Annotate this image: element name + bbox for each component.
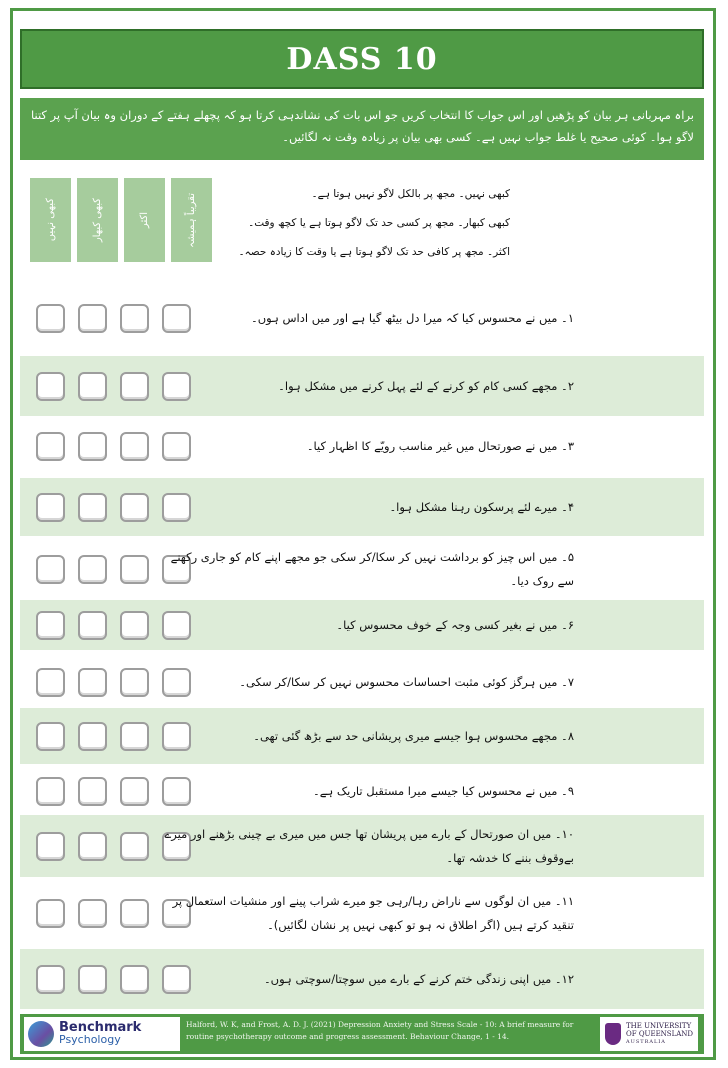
answer-checkbox-often[interactable] (120, 555, 149, 584)
answer-checkbox-almost-always[interactable] (162, 493, 191, 522)
answer-checkbox-often[interactable] (120, 372, 149, 401)
scale-header-often: اکثر (124, 178, 165, 262)
answer-checkbox-sometimes[interactable] (78, 611, 107, 640)
answer-checkbox-often[interactable] (120, 965, 149, 994)
answer-checkbox-sometimes[interactable] (78, 777, 107, 806)
answer-checkbox-sometimes[interactable] (78, 832, 107, 861)
answer-checkbox-never[interactable] (36, 493, 65, 522)
legend-line: اکثر۔ مجھ پر کافی حد تک لاگو ہوتا ہے یا وقت کا زیادہ حصہ۔ (238, 246, 510, 258)
scale-header-never: کبھی نہیں (30, 178, 71, 262)
uq-crest-icon (605, 1023, 621, 1045)
answer-checkbox-almost-always[interactable] (162, 432, 191, 461)
answer-checkbox-almost-always[interactable] (162, 611, 191, 640)
answer-options (36, 611, 191, 640)
answer-checkbox-almost-always[interactable] (162, 722, 191, 751)
question-text: ۱۱۔ میں ان لوگوں سے ناراض رہا/رہی جو میرے شراب پینے اور منشیات استعمال پر تنقید کرتے ہیں (اگر اطلاق نہ ہو تو کبھی نہیں پر نشان لگائیں)۔ (172, 894, 574, 932)
scale-header-almost-always: تقریباً ہمیشہ (171, 178, 212, 262)
answer-checkbox-never[interactable] (36, 899, 65, 928)
question-text: ۱۲۔ میں اپنی زندگی ختم کرنے کے بارے میں سوچتا/سوچتی ہوں۔ (263, 972, 574, 986)
benchmark-psychology-logo: Benchmark Psychology (24, 1017, 180, 1051)
answer-checkbox-almost-always[interactable] (162, 965, 191, 994)
question-text: ۲۔ مجھے کسی کام کو کرنے کے لئے پہل کرنے میں مشکل ہوا۔ (278, 379, 574, 393)
question-row (20, 657, 704, 707)
answer-checkbox-sometimes[interactable] (78, 899, 107, 928)
answer-checkbox-almost-always[interactable] (162, 372, 191, 401)
answer-options (36, 432, 191, 461)
question-text: ۹۔ میں نے محسوس کیا جیسے میرا مستقبل تاریک ہے۔ (312, 784, 574, 798)
question-row (20, 949, 704, 1009)
answer-checkbox-often[interactable] (120, 304, 149, 333)
benchmark-logo-icon (28, 1021, 54, 1047)
answer-checkbox-never[interactable] (36, 611, 65, 640)
citation-text: Halford, W. K, and Frost, A. D. J. (2021) Depression Anxiety and Stress Scale - 10: A brief measure for routine psychotherapy outcome and progress assessment. Behaviour Change, 1 - 14. (186, 1020, 574, 1041)
answer-checkbox-almost-always[interactable] (162, 777, 191, 806)
answer-checkbox-sometimes[interactable] (78, 668, 107, 697)
question-text: ۱۔ میں نے محسوس کیا کہ میرا دل بیٹھ گیا ہے اور میں اداس ہوں۔ (251, 311, 574, 325)
answer-checkbox-almost-always[interactable] (162, 304, 191, 333)
question-row (20, 540, 704, 598)
answer-checkbox-often[interactable] (120, 611, 149, 640)
answer-checkbox-sometimes[interactable] (78, 965, 107, 994)
legend-line: کبھی کبھار۔ مجھ پر کسی حد تک لاگو ہوتا ہے یا کچھ وقت۔ (248, 217, 510, 229)
answer-checkbox-often[interactable] (120, 899, 149, 928)
answer-options (36, 722, 191, 751)
legend-line: کبھی نہیں۔ مجھ پر بالکل لاگو نہیں ہوتا ہے۔ (311, 188, 510, 200)
answer-checkbox-almost-always[interactable] (162, 668, 191, 697)
answer-checkbox-often[interactable] (120, 832, 149, 861)
answer-checkbox-sometimes[interactable] (78, 372, 107, 401)
page-title: DASS 10 (286, 41, 438, 77)
answer-checkbox-often[interactable] (120, 668, 149, 697)
answer-checkbox-never[interactable] (36, 304, 65, 333)
answer-checkbox-often[interactable] (120, 432, 149, 461)
answer-checkbox-sometimes[interactable] (78, 493, 107, 522)
answer-checkbox-sometimes[interactable] (78, 304, 107, 333)
answer-options (36, 777, 191, 806)
answer-checkbox-never[interactable] (36, 372, 65, 401)
answer-checkbox-never[interactable] (36, 722, 65, 751)
title-bar (20, 29, 704, 89)
scale-header-sometimes: کبھی کبھار (77, 178, 118, 262)
instructions-text: براہ مہربانی ہر بیان کو پڑھیں اور اس جواب کا انتخاب کریں جو اس بات کی نشاندہی کرتا ہو کہ پچھلے ہفتے کے دوران وہ بیان آپ پر کتنا لاگو ہوا۔ کوئی صحیح یا غلط جواب نہیں ہے۔ کسی بھی بیان پر زیادہ وقت نہ لگائیں۔ (20, 98, 704, 160)
question-text: ۶۔ میں نے بغیر کسی وجہ کے خوف محسوس کیا۔ (336, 618, 574, 632)
scale-legend (238, 180, 510, 267)
answer-checkbox-often[interactable] (120, 493, 149, 522)
question-row (20, 288, 704, 348)
scale-headers (30, 178, 212, 262)
question-row (20, 356, 704, 416)
question-row (20, 708, 704, 764)
answer-checkbox-never[interactable] (36, 965, 65, 994)
question-text: ۷۔ میں ہرگز کوئی مثبت احساسات محسوس نہیں کر سکا/کر سکی۔ (239, 675, 574, 689)
answer-checkbox-never[interactable] (36, 432, 65, 461)
answer-options (36, 668, 191, 697)
answer-checkbox-never[interactable] (36, 668, 65, 697)
answer-checkbox-often[interactable] (120, 777, 149, 806)
question-row (20, 478, 704, 536)
answer-options (36, 493, 191, 522)
answer-checkbox-never[interactable] (36, 777, 65, 806)
answer-checkbox-sometimes[interactable] (78, 722, 107, 751)
answer-options (36, 372, 191, 401)
question-row (20, 766, 704, 816)
answer-checkbox-often[interactable] (120, 722, 149, 751)
question-row (20, 600, 704, 650)
answer-checkbox-never[interactable] (36, 555, 65, 584)
answer-checkbox-never[interactable] (36, 832, 65, 861)
question-row (20, 815, 704, 877)
question-text: ۱۰۔ میں ان صورتحال کے بارے میں پریشان تھا جس میں میری بے چینی بڑھنے اور میرے بےوقوف بننے کا خدشہ تھا۔ (164, 827, 574, 865)
question-row (20, 880, 704, 946)
question-text: ۸۔ مجھے محسوس ہوا جیسے میری پریشانی حد سے بڑھ گئی تھی۔ (253, 729, 574, 743)
question-text: ۴۔ میرے لئے پرسکون رہنا مشکل ہوا۔ (389, 500, 574, 514)
question-text: ۵۔ میں اس چیز کو برداشت نہیں کر سکا/کر سکی جو مجھے اپنے کام کو جاری رکھنے سے روک دیا۔ (170, 550, 574, 588)
uq-logo: THE UNIVERSITY OF QUEENSLAND AUSTRALIA (600, 1017, 698, 1051)
footer (20, 1014, 704, 1054)
question-row (20, 418, 704, 474)
answer-options (36, 304, 191, 333)
answer-checkbox-sometimes[interactable] (78, 432, 107, 461)
answer-options (36, 965, 191, 994)
answer-checkbox-sometimes[interactable] (78, 555, 107, 584)
question-text: ۳۔ میں نے صورتحال میں غیر مناسب رویّے کا اظہار کیا۔ (306, 439, 574, 453)
